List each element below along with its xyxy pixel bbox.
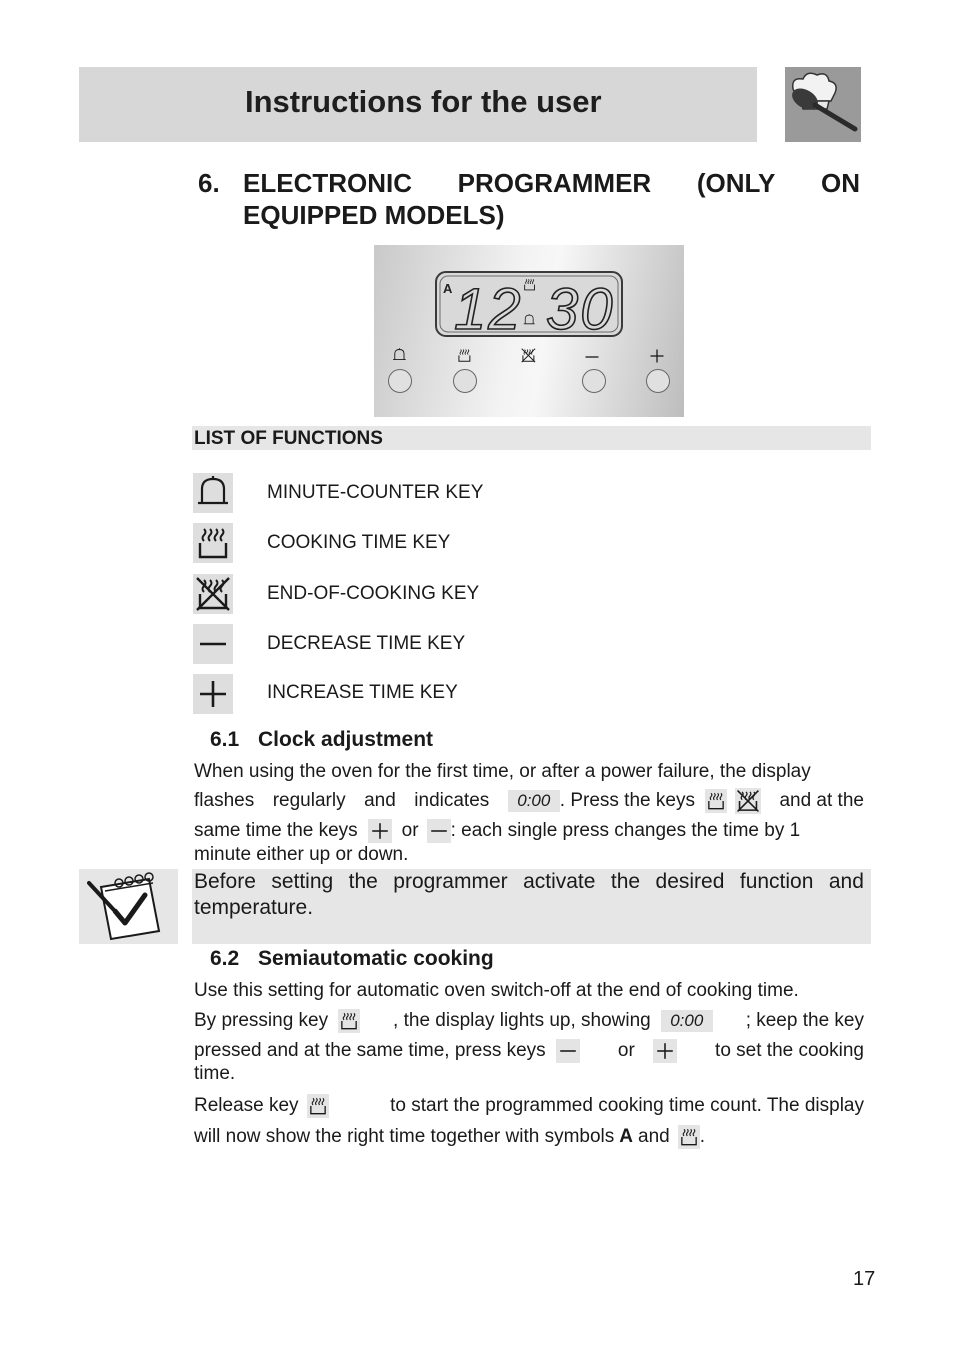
bell-icon — [393, 348, 406, 359]
section-title-line2: EQUIPPED MODELS) — [243, 200, 505, 230]
programmer-panel-image — [374, 245, 684, 417]
text-fragment: , the display lights up, showing — [393, 1010, 651, 1031]
paragraph-line — [194, 1091, 864, 1121]
plus-icon — [193, 674, 233, 714]
section-title-word: (ONLY — [696, 168, 776, 198]
minus-icon — [556, 1039, 580, 1063]
text-fragment: : each single press changes the time by 1 — [450, 820, 801, 841]
end-of-cooking-icon — [735, 788, 761, 814]
section-number: 6. — [198, 168, 220, 198]
inline-group — [618, 1036, 677, 1066]
text-fragment: . Press the keys — [559, 790, 695, 811]
word: the — [348, 870, 378, 893]
paragraph-line — [194, 786, 864, 816]
display-hours: 12 — [454, 277, 523, 342]
display-readout: 0:00 — [661, 1010, 713, 1032]
plus-icon — [651, 350, 664, 363]
word: flashes — [194, 790, 255, 811]
paragraph-line — [194, 1036, 864, 1066]
chef-spoon-icon — [785, 67, 861, 142]
word: and — [364, 790, 396, 811]
minute-counter-panel-button[interactable] — [388, 369, 412, 393]
paragraph-line: Use this setting for automatic oven switch-off at the end of cooking time. — [194, 980, 799, 1001]
text-fragment: pressed and at the same time, press keys — [194, 1040, 546, 1061]
word: the — [610, 870, 641, 893]
functions-heading: LIST OF FUNCTIONS — [194, 428, 383, 449]
bell-icon — [193, 473, 233, 513]
subsection-title: Clock adjustment — [258, 728, 434, 751]
display-minutes: 30 — [546, 277, 615, 342]
function-label: INCREASE TIME KEY — [267, 682, 458, 703]
inline-group — [194, 1091, 329, 1121]
text-fragment: . — [699, 1126, 706, 1147]
text-fragment: or — [617, 1040, 635, 1061]
word: desired — [655, 870, 725, 893]
subsection-number: 6.2 — [210, 947, 240, 970]
inline-group — [194, 1006, 360, 1036]
function-label: COOKING TIME KEY — [267, 532, 451, 553]
word: Before — [194, 870, 256, 893]
paragraph-line: minute either up or down. — [194, 844, 409, 865]
decrease-panel-button[interactable] — [582, 369, 606, 393]
cooking-time-icon — [678, 1125, 700, 1149]
text-fragment: same time the keys — [194, 820, 358, 841]
text-fragment: or — [401, 820, 419, 841]
word: setting — [271, 870, 334, 893]
subsection-title: Semiautomatic cooking — [258, 947, 494, 970]
end-of-cooking-icon — [522, 349, 535, 362]
text-fragment: to set the cooking — [715, 1040, 864, 1061]
inline-group — [508, 786, 761, 816]
text-fragment: Release key — [194, 1095, 299, 1116]
section-title-word: ELECTRONIC — [243, 168, 412, 198]
notepad-check-icon — [79, 869, 178, 944]
cooking-time-icon — [705, 789, 727, 813]
paragraph-line — [194, 1006, 864, 1036]
paragraph-line — [194, 1122, 705, 1152]
increase-panel-button[interactable] — [646, 369, 670, 393]
word: programmer — [393, 870, 508, 893]
cooking-time-icon — [459, 350, 470, 362]
text-fragment: will now show the right time together with symbols — [194, 1126, 615, 1147]
paragraph-line: time. — [194, 1063, 236, 1084]
page-title: Instructions for the user — [245, 84, 602, 119]
word: regularly — [272, 790, 346, 811]
cooking-time-icon — [307, 1094, 329, 1118]
word: function — [739, 870, 814, 893]
plus-icon — [368, 819, 392, 843]
cooking-time-icon — [338, 1009, 360, 1033]
minus-icon — [193, 624, 233, 664]
note-line — [194, 869, 864, 895]
text-fragment: ; keep the key — [745, 1010, 864, 1031]
word: and — [828, 870, 864, 893]
end-of-cooking-icon — [193, 574, 233, 614]
cooking-time-panel-button[interactable] — [453, 369, 477, 393]
function-label: MINUTE-COUNTER KEY — [267, 482, 484, 503]
note-text — [194, 869, 864, 921]
function-label: END-OF-COOKING KEY — [267, 583, 480, 604]
function-label: DECREASE TIME KEY — [267, 633, 466, 654]
display-readout: 0:00 — [508, 790, 560, 812]
text-fragment: By pressing key — [194, 1010, 329, 1031]
section-title-word: PROGRAMMER — [457, 168, 652, 198]
note-line: temperature. — [194, 896, 314, 919]
word: indicates — [414, 790, 490, 811]
minus-icon — [427, 819, 451, 843]
note-icon-box — [79, 869, 178, 944]
plus-icon — [653, 1039, 677, 1063]
section-title-word: ON — [820, 168, 860, 198]
paragraph-line: When using the oven for the first time, or after a power failure, the display — [194, 761, 811, 782]
page-number: 17 — [853, 1268, 876, 1290]
word: activate — [523, 870, 596, 893]
cooking-time-icon — [193, 523, 233, 563]
symbol-a: A — [619, 1126, 634, 1147]
text-fragment: and at the — [779, 790, 864, 811]
display-letter: A — [443, 281, 453, 296]
text-fragment: to start the programmed cooking time count. The display — [390, 1095, 864, 1116]
inline-group — [393, 1006, 713, 1036]
inline-group — [194, 1036, 580, 1066]
section-title-line1 — [243, 168, 860, 199]
text-fragment: and — [638, 1126, 670, 1147]
subsection-number: 6.1 — [210, 728, 240, 751]
